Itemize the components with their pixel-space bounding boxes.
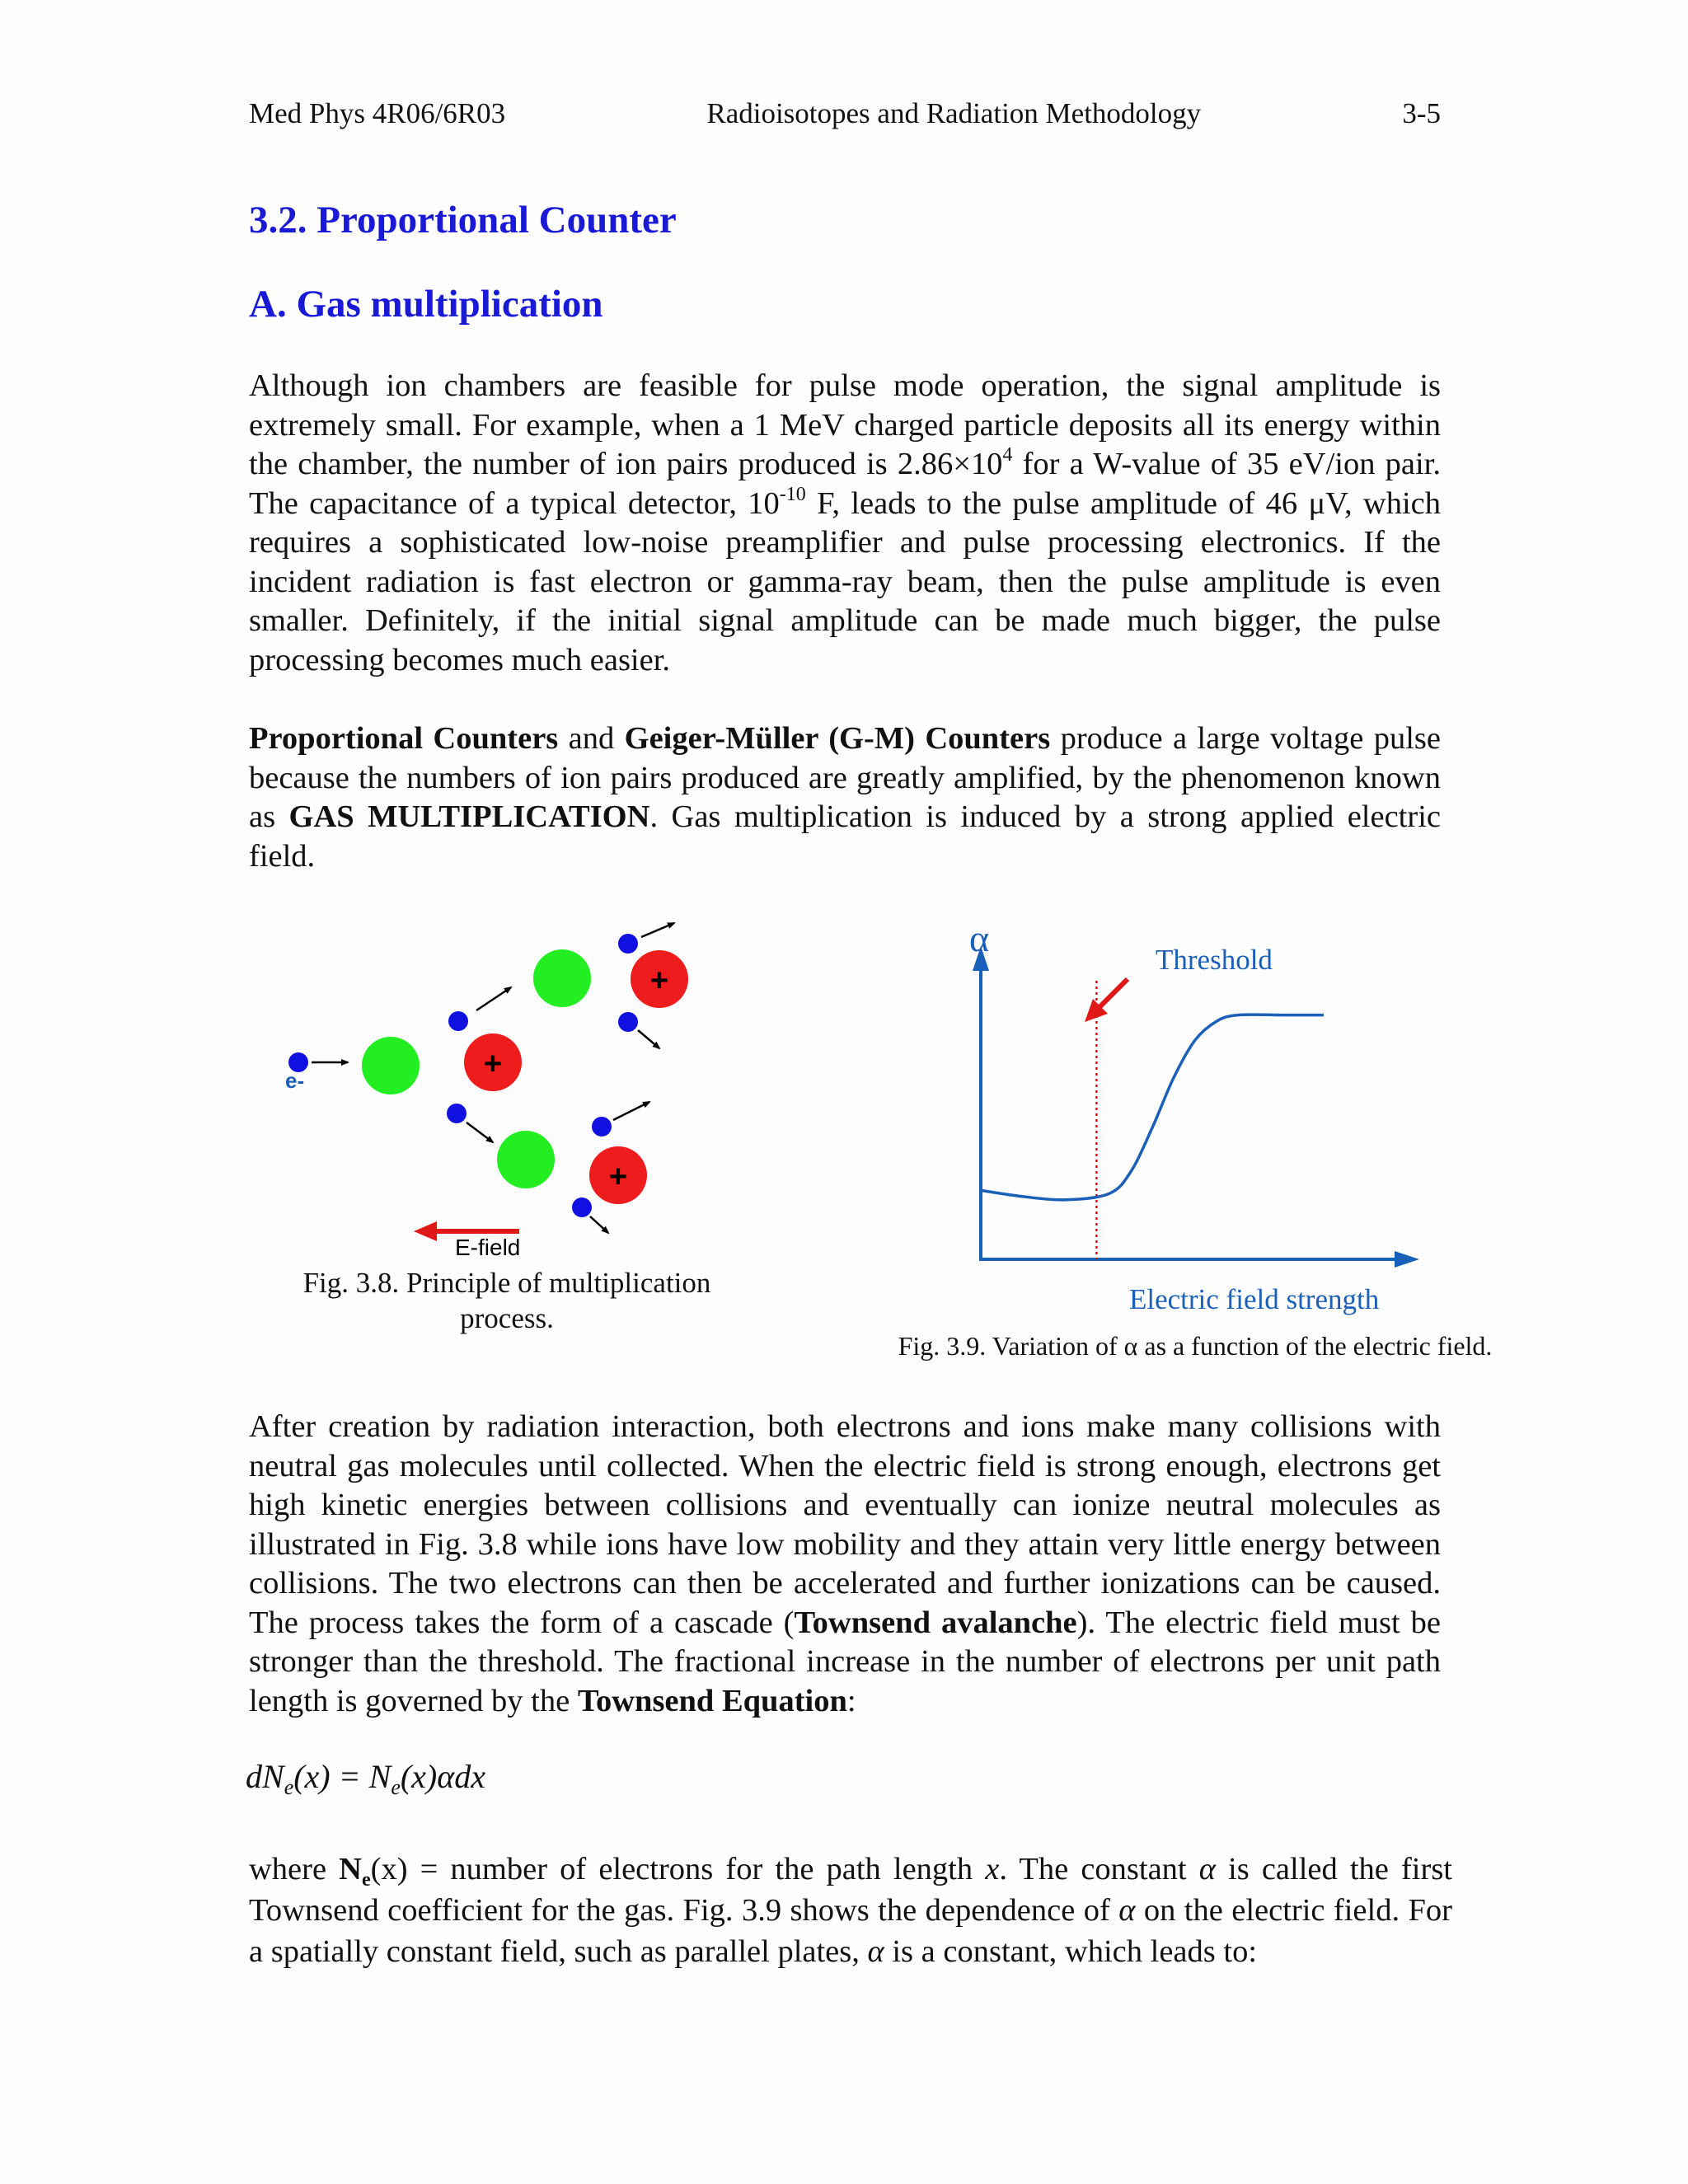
svg-text:+: + xyxy=(483,1047,503,1081)
paragraph-gas-multiplication: Proportional Counters and Geiger-Müller (G-M) Counters produce a large voltage pulse because the numbers of ion pairs produced are greatly amplified, by the phenomenon known as GAS MULTIPLICATION. Gas multiplication is induced by a strong applied electric field. xyxy=(249,721,1442,874)
section-title: 3.2. Proportional Counter xyxy=(249,199,677,241)
electron xyxy=(618,934,638,954)
threshold-pointer-arrow xyxy=(1085,979,1128,1022)
header-page-number: 3-5 xyxy=(1402,97,1441,129)
e-field-label: E-field xyxy=(455,1235,521,1260)
y-axis-label: α xyxy=(969,923,990,959)
alpha-curve xyxy=(981,1015,1324,1200)
x-axis-label: Electric field strength xyxy=(1129,1283,1380,1315)
paragraph-ion-chamber: Although ion chambers are feasible for pulse mode operation, the signal amplitude is extremely small. For example, when a 1 MeV charged particle deposits all its energy within the chamber, the number of ion pairs produced is $2.86\times 10^4$ for a W-value of 35 eV/ion pair. The capacitance of a typical detector, $10^{-10}$ F, leads to the pulse amplitude of 46 μV, which requires a sophisticated low-noise preamplifier and pulse processing electronics. If the incident radiation is fast electron or gamma-ray beam, then the pulse amplitude is even smaller. Definitely, if the initial signal amplitude can be made much bigger, the pulse processing becomes much easier. xyxy=(249,368,1441,677)
neutral-molecule xyxy=(497,1131,555,1188)
svg-text:+: + xyxy=(649,963,669,998)
svg-text:+: + xyxy=(608,1160,628,1194)
figure-3-9-caption: Fig. 3.9. Variation of α as a function of the electric field. xyxy=(898,1331,1493,1361)
positive-ion xyxy=(631,950,688,1008)
positive-ion xyxy=(464,1033,522,1091)
header-course: Med Phys 4R06/6R03 xyxy=(249,97,506,129)
figure-3-8-multiplication-diagram xyxy=(272,915,734,1265)
townsend-equation: $dN_e(x) = N_e(x)\alpha dx$ xyxy=(246,1758,486,1799)
electron xyxy=(448,1011,468,1031)
paragraph-townsend-coefficient: where $N_e(x)$ = number of electrons for the path length x. The constant α is called the first Townsend coefficient for the gas. Fig. 3.9 shows the dependence of α on the electric field. For a spatially constant field, such as parallel plates, α is a constant, which leads to: xyxy=(249,1852,1452,1969)
electron xyxy=(618,1012,638,1032)
electron-label: e- xyxy=(285,1068,305,1093)
neutral-molecule xyxy=(362,1037,420,1094)
figure-3-8-caption: Fig. 3.8. Principle of multiplication process. xyxy=(302,1267,711,1334)
page-header xyxy=(249,97,1441,130)
y-axis xyxy=(973,946,989,1261)
neutral-molecule xyxy=(533,949,591,1007)
paragraph-townsend-avalanche: After creation by radiation interaction, both electrons and ions make many collisions with neutral gas molecules until collected. When the electric field is strong enough, electrons get high kinetic energies between collisions and eventually can ionize neutral molecules as illustrated in Fig. 3.8 while ions have low mobility and they attain very little energy between collisions. The two electrons can then be accelerated and further ionizations can be caused. The process takes the form of a cascade (Townsend avalanche). The electric field must be stronger than the threshold. The fractional increase in the number of electrons per unit path length is governed by the Townsend Equation: xyxy=(249,1409,1442,1718)
figure-3-9-alpha-chart xyxy=(940,923,1434,1319)
x-axis xyxy=(979,1251,1419,1268)
electron xyxy=(447,1104,467,1123)
threshold-label: Threshold xyxy=(1156,944,1273,976)
positive-ion xyxy=(589,1146,647,1204)
electron xyxy=(572,1197,592,1217)
electron xyxy=(592,1117,612,1137)
subsection-title: A. Gas multiplication xyxy=(249,283,603,326)
header-title: Radioisotopes and Radiation Methodology xyxy=(706,97,1202,129)
